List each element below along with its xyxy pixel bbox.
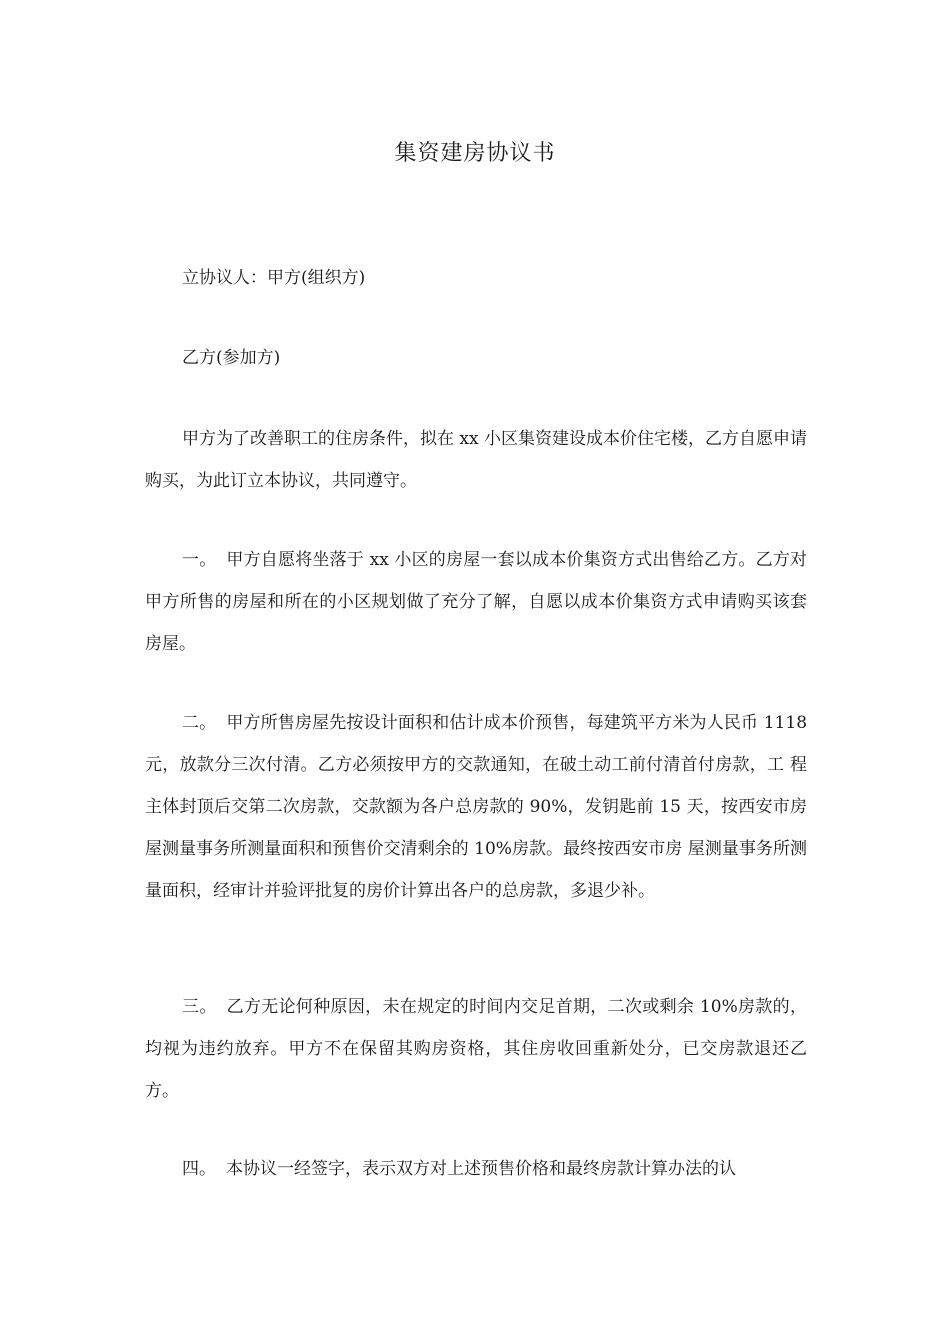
article-1 [145, 539, 807, 665]
article-3-text: 乙方无论何种原因，未在规定的时间内交足首期，二次或剩余 10%房款的，均视为违约放弃。甲方不在保留其购房资格，其住房收回重新处分，已交房款退还乙 方。 [145, 997, 807, 1101]
article-4-text: 本协议一经签字，表示双方对上述预售价格和最终房款计算办法的认 [226, 1159, 736, 1179]
article-1-number: 一。 [182, 550, 217, 570]
parties-party-a: 立协议人：甲方(组织方) [182, 268, 366, 288]
article-1-text: 甲方自愿将坐落于 xx 小区的房屋一套以成本价集资方式出售给乙方。乙方对甲方所售的房屋和所在的小区规划做了充分了解，自愿以成本价集资方式申请购买该套 房屋。 [145, 550, 808, 654]
intro-paragraph: 甲方为了改善职工的住房条件，拟在 xx 小区集资建设成本价住宅楼，乙方自愿申请购买，为此订立本协议，共同遵守。 [145, 429, 807, 491]
article-3-number: 三。 [182, 997, 217, 1017]
parties-party-b: 乙方(参加方) [182, 348, 281, 368]
article-2 [145, 702, 807, 912]
article-2-text: 甲方所售房屋先按设计面积和估计成本价预售，每建筑平方米为人民币 1118 元，放款分三次付清。乙方必须按甲方的交款通知，在破土动工前付清首付房款，工 程主体封顶后交第二次房款，交款额为各户总房款的 90%，发钥匙前 15 天，按西安市房屋测量事务所测量面积和预售价交清剩余的 10%房款。最终按西安市房 屋测量事务所测量面积，经审计并验评批复的房价计算出各户的总房款，多退少补。 [145, 713, 808, 901]
document-title: 集资建房协议书 [394, 141, 556, 166]
article-4-number: 四。 [182, 1159, 216, 1179]
article-4 [145, 1148, 807, 1190]
article-3 [145, 986, 807, 1112]
article-2-number: 二。 [182, 713, 217, 733]
